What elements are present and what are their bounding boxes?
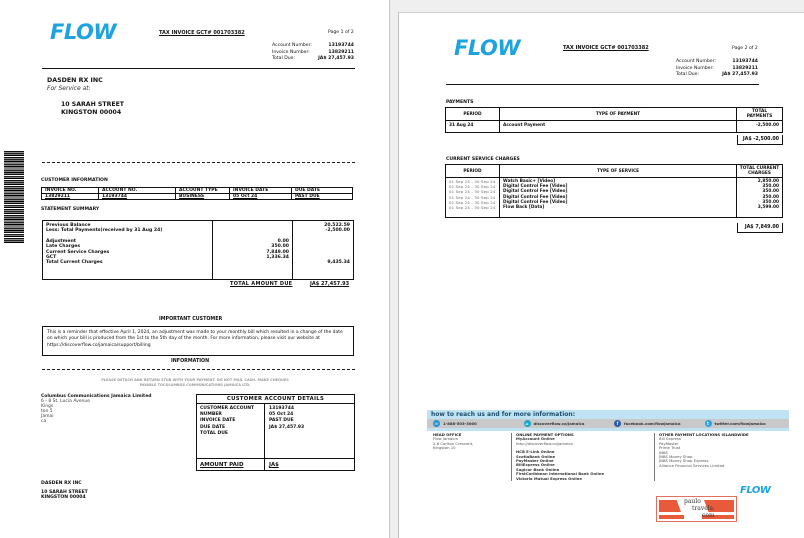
address-line-2: KINGSTON 00004 <box>61 108 122 116</box>
header-divider <box>42 68 355 69</box>
charge-row <box>446 178 783 185</box>
current-service-value: 7,849.00 <box>266 249 289 255</box>
company-address-line: ton 5 <box>41 409 53 414</box>
mailing-address <box>41 481 88 501</box>
statement-summary-title: STATEMENT SUMMARY <box>41 207 100 212</box>
account-number-label: Account Number: <box>272 43 312 48</box>
charge-type: Digital Control Fee [Video] <box>500 189 737 194</box>
watermark-logo <box>656 496 737 522</box>
contact-banner <box>427 410 789 431</box>
charge-amount: 350.00 <box>737 189 783 194</box>
charges-col-period: PERIOD <box>446 165 500 178</box>
online-url: http://discoverflow.co/jamaica <box>516 440 573 446</box>
online-bank: NCB E-Link Online <box>516 449 555 455</box>
account-no-value: 13193744 <box>99 194 176 200</box>
adjustment-label: Adjustment <box>46 238 76 244</box>
perforation-line-2 <box>42 369 355 370</box>
invoice-number: 13829211 <box>732 65 758 71</box>
header-divider-page-2 <box>446 84 759 85</box>
address-line-1: 10 SARAH STREET <box>61 101 125 108</box>
payment-row <box>446 121 783 133</box>
detail-value: 05 Oct 24 <box>269 412 294 418</box>
account-number: 13193744 <box>328 43 354 48</box>
charge-period: 01 Sep 24 - 30 Sep 24 <box>446 205 500 217</box>
notice-box <box>42 326 354 356</box>
charge-period: 01 Sep 24 - 30 Sep 24 <box>446 189 500 194</box>
online-bank: Sagicor Bank Online <box>516 466 560 472</box>
company-address-line: 6 - 8 St. Lucia Avenue <box>41 399 91 404</box>
total-current-value: 9,435.34 <box>327 260 350 266</box>
invoice-number: 13829211 <box>328 49 354 55</box>
other-location: PayMaster <box>659 440 679 446</box>
charge-period: 01 Sep 24 - 30 Sep 24 <box>446 200 500 205</box>
other-locations-title: OTHER PAYMENT LOCATIONS ISLANDWIDE <box>659 432 749 437</box>
total-due-label: Total Due: <box>676 72 700 77</box>
service-address <box>61 101 124 116</box>
charge-type: Watch Basic+ [Video] <box>500 178 737 185</box>
charge-amount: 2,850.00 <box>737 178 783 185</box>
total-amount-due-value: JA$ 27,457.93 <box>310 281 350 287</box>
tax-invoice-title: TAX INVOICE GCT# 001703382 <box>159 30 245 36</box>
payment-amount: -2,500.00 <box>737 121 783 133</box>
invoice-number-label: Invoice Number: <box>272 49 310 55</box>
company-name: Columbus Communications Jamaica Limited <box>41 394 152 399</box>
charge-amount: 3,599.00 <box>737 205 783 217</box>
twitter-icon: t <box>705 420 712 427</box>
other-location: Alliance Financial Services Limited <box>659 462 725 468</box>
stub-instructions <box>30 378 360 387</box>
detail-label: DUE DATE <box>200 424 226 430</box>
contact-phone[interactable] <box>427 420 518 427</box>
company-address-line: ca <box>41 419 47 424</box>
mailing-line-1: 10 SARAH STREET <box>41 490 88 496</box>
account-number: 13193744 <box>732 59 758 64</box>
charge-type: Digital Control Fee [Video] <box>500 200 737 205</box>
online-payment-column <box>511 433 654 481</box>
detail-label: INVOICE DATE <box>200 418 236 424</box>
company-address-line: Kings <box>41 404 54 409</box>
contact-facebook[interactable] <box>608 420 699 427</box>
invoice-no-value: 13829211 <box>42 194 99 200</box>
company-address-line: Jamai <box>41 414 54 419</box>
flow-logo: FLOW <box>50 20 116 44</box>
phone-text: 1-888-503-3000 <box>443 421 477 426</box>
other-location: Prime Trust <box>659 445 681 451</box>
phone-icon: ☏ <box>433 421 439 426</box>
total-amount-due-label: TOTAL AMOUNT DUE <box>230 281 293 287</box>
due-date-value: PAST DUE <box>292 194 353 200</box>
payment-type: Account Payment <box>500 121 737 133</box>
online-payment-title: ONLINE PAYMENT OPTIONS <box>516 432 574 437</box>
watermark-line: travels. <box>692 505 715 512</box>
mailing-line-2: KINGSTON 00004 <box>41 495 86 501</box>
other-location: Bill Express <box>659 436 681 442</box>
invoice-date-value: 05 Oct 24 <box>230 194 292 200</box>
notice-text: This is a reminder that effective April 1, 2024, an adjustment was made to your monthly bill which resulted in a change of the date on which your bill is produced from the 1st to the 5th day of the month. For more information, please visit our website at https://discoverflow.co/jamaica/support/billing <box>47 330 343 348</box>
charge-type: Digital Control Fee [Video] <box>500 195 737 200</box>
account-type-value: BUSINESS <box>176 194 230 200</box>
customer-account-details <box>196 394 355 471</box>
online-bank: Victoria Mutual Express Online <box>516 475 582 481</box>
online-bank: ScotiaBank Online <box>516 453 556 459</box>
current-service-label: Current Service Charges <box>46 249 110 255</box>
watermark-line: com <box>702 512 715 519</box>
page-number-2: Page 2 of 2 <box>732 46 758 51</box>
page-number: Page 1 of 2 <box>328 30 354 35</box>
head-office-line: 2-6 Carlton Crescent, <box>433 440 474 446</box>
current-charges-table <box>445 164 783 218</box>
gct-label: GCT <box>46 255 57 261</box>
charge-amount: 350.00 <box>737 200 783 205</box>
perforation-line-1 <box>42 162 355 163</box>
watermark-line: paulo <box>684 498 701 505</box>
late-charges-label: Late Charges <box>46 244 81 250</box>
previous-balance-label: Previous Balance <box>46 223 91 228</box>
notice-title: IMPORTANT CUSTOMER <box>159 317 223 322</box>
account-meta-page-2 <box>676 59 758 79</box>
invoice-page-1 <box>0 0 389 538</box>
facebook-text: facebook.com/flowjamaica <box>624 421 681 426</box>
amount-paid-label: AMOUNT PAID <box>197 459 265 470</box>
detail-value: JA$ 27,457.93 <box>269 424 305 430</box>
head-office-line: Kingston 10 <box>433 445 456 451</box>
payments-total: JA$ -2,500.00 <box>737 135 783 145</box>
charge-type: Flow Back [Data] <box>500 205 737 217</box>
contact-twitter[interactable] <box>699 420 790 427</box>
payments-col-type: TYPE OF PAYMENT <box>500 108 737 121</box>
account-meta <box>272 43 354 63</box>
adjustment-value: 0.00 <box>277 238 289 244</box>
contact-strip <box>427 419 789 428</box>
online-bank: PayMaster Online <box>516 458 554 464</box>
detail-label: CUSTOMER ACCOUNT NUMBER <box>200 406 255 418</box>
detail-value: 13193744 <box>269 406 295 411</box>
account-details-title: CUSTOMER ACCOUNT DETAILS <box>197 395 354 404</box>
head-office-column <box>433 433 511 481</box>
payments-col-period: PERIOD <box>446 108 500 121</box>
charge-type: Digital Control Fee [Video] <box>500 184 737 189</box>
payments-label: Less: Total Payments(received by 31 Aug 24) <box>46 228 163 234</box>
charge-period: 01 Sep 24 - 30 Sep 24 <box>446 195 500 200</box>
col-invoice-no: INVOICE NO. <box>42 188 99 194</box>
contact-columns <box>433 433 793 481</box>
previous-balance-value: 20,522.59 <box>324 223 350 228</box>
twitter-text: twitter.com/flowjamaica <box>714 421 766 426</box>
mailing-name: DASDEN RX INC <box>41 481 82 486</box>
watermark-text <box>684 498 715 519</box>
payments-col-total: TOTAL PAYMENTS <box>737 108 783 121</box>
company-address <box>41 394 151 424</box>
head-office-title: HEAD OFFICE <box>433 432 462 437</box>
statement-summary-box <box>42 220 354 280</box>
gct-value: 1,336.34 <box>266 255 289 261</box>
payments-title: PAYMENTS <box>446 100 474 105</box>
current-charges-total: JA$ 7,849.00 <box>737 223 783 233</box>
current-charges-title: CURRENT SERVICE CHARGES <box>446 157 520 162</box>
total-due-label: Total Due: <box>272 56 296 61</box>
online-myaccount: MyAccount Online <box>516 436 555 442</box>
amount-paid-field[interactable]: JA$ <box>269 462 279 468</box>
customer-info-title: CUSTOMER INFORMATION <box>41 178 108 183</box>
service-at-label: For Service at: <box>47 85 91 92</box>
contact-web[interactable] <box>518 420 609 427</box>
charge-row <box>446 205 783 217</box>
charges-col-type: TYPE OF SERVICE <box>500 165 737 178</box>
detail-label: TOTAL DUE <box>200 430 228 436</box>
charge-amount: 350.00 <box>737 184 783 189</box>
col-due-date: DUE DATE <box>292 188 353 194</box>
total-current-label: Total Current Charges <box>46 260 103 266</box>
flow-logo-page-2: FLOW <box>454 36 520 60</box>
other-location: JNBS <box>659 449 668 455</box>
contact-title: how to reach us and for more information: <box>431 411 576 418</box>
notice-title-bottom: INFORMATION <box>171 359 210 364</box>
web-text: discoverflow.co/jamaica <box>533 421 585 426</box>
charges-col-total: TOTAL CURRENT CHARGES <box>737 165 783 178</box>
online-bank: FirstCaribbean International Bank Online <box>516 471 605 477</box>
charge-period: 01 Sep 24 - 30 Sep 24 <box>446 184 500 189</box>
barcode <box>4 151 24 243</box>
head-office-line: Flow Jamaica <box>433 436 458 442</box>
detail-value: PAST DUE <box>269 418 294 424</box>
customer-name: DASDEN RX INC <box>47 77 103 84</box>
total-due: JA$ 27,457.93 <box>722 72 758 77</box>
flow-logo-footer: FLOW <box>740 485 771 496</box>
charge-period: 01 Sep 24 - 30 Sep 24 <box>446 178 500 185</box>
late-charges-value: 350.00 <box>271 244 289 250</box>
total-due: JA$ 27,457.93 <box>318 56 354 61</box>
facebook-icon: f <box>614 420 621 427</box>
col-account-type: ACCOUNT TYPE <box>176 188 230 194</box>
other-location: JNBS Money Shop Express <box>659 458 709 464</box>
col-invoice-date: INVOICE DATE <box>230 188 292 194</box>
tax-invoice-title-page-2: TAX INVOICE GCT# 001703382 <box>563 45 649 51</box>
payment-period: 31 Aug 24 <box>446 121 500 133</box>
home-icon: ⌂ <box>524 420 531 427</box>
customer-info-table <box>41 187 353 200</box>
invoice-number-label: Invoice Number: <box>676 65 714 71</box>
online-bank: BillExpress Online <box>516 462 555 468</box>
stub-instructions-line-2: PAYABLE TOCOLUMBUS COMMUNICATIONS JAMAICA LTD. <box>139 382 251 387</box>
account-number-label: Account Number: <box>676 59 716 64</box>
payments-value: -2,500.00 <box>325 228 350 234</box>
other-location: JNBS Money Shop <box>659 454 693 460</box>
payments-table <box>445 107 783 133</box>
charge-amount: 350.00 <box>737 195 783 200</box>
col-account-no: ACCOUNT NO. <box>99 188 176 194</box>
stub-instructions-line-1: PLEASE DETACH AND RETURN STUB WITH YOUR PAYMENT. DO NOT MAIL CASH. MAKE CHEQUES <box>101 378 289 382</box>
other-locations-column <box>654 433 784 481</box>
